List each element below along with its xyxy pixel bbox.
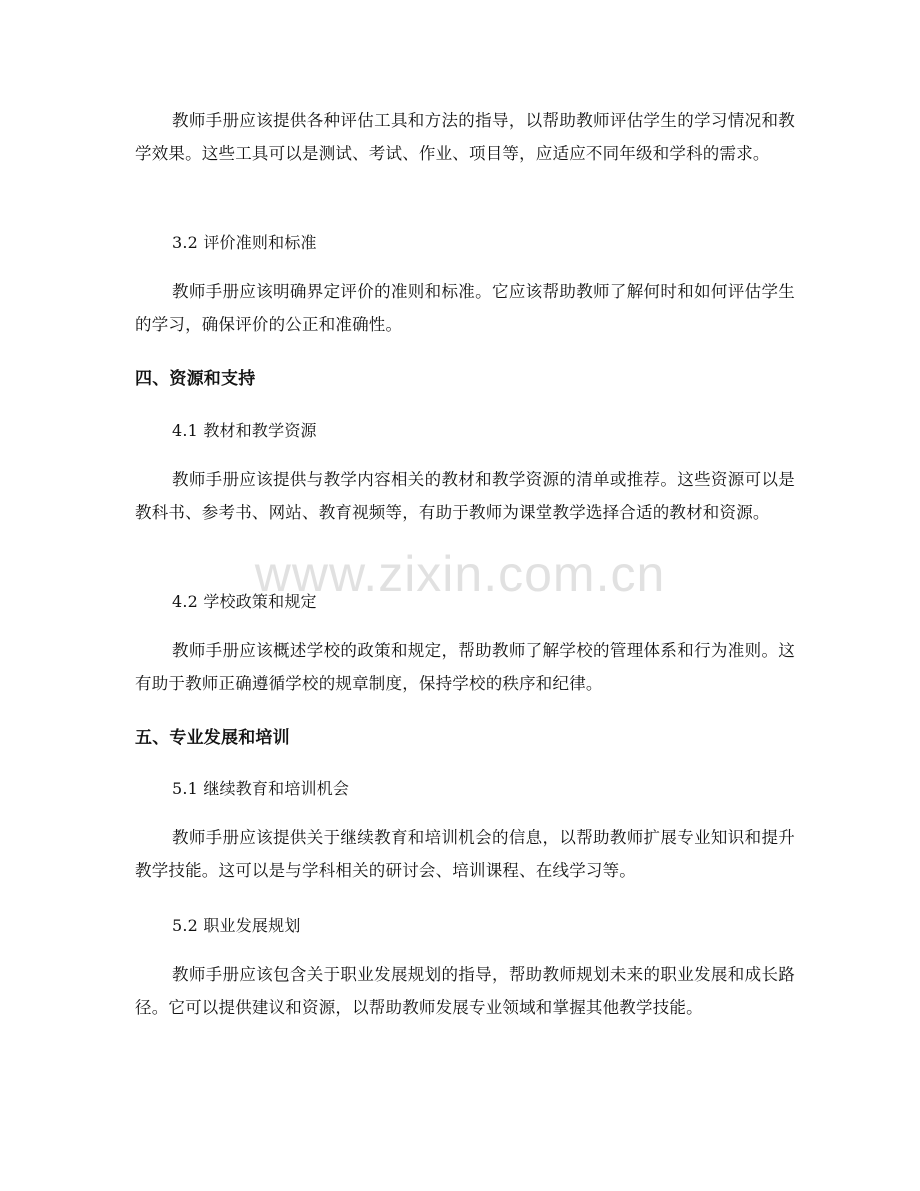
heading-section-5: 五、专业发展和培训 — [135, 728, 290, 748]
subheading-4-2: 4.2 学校政策和规定 — [172, 592, 317, 611]
paragraph-career-planning: 教师手册应该包含关于职业发展规划的指导，帮助教师规划未来的职业发展和成长路径。它可以提供建议和资源，以帮助教师发展专业领域和掌握其他教学技能。 — [135, 965, 795, 1017]
heading-section-4: 四、资源和支持 — [135, 369, 256, 389]
paragraph-continuing-education: 教师手册应该提供关于继续教育和培训机会的信息，以帮助教师扩展专业知识和提升教学技能。这可以是与学科相关的研讨会、培训课程、在线学习等。 — [135, 828, 795, 880]
subheading-5-2: 5.2 职业发展规划 — [172, 916, 301, 935]
subheading-3-2: 3.2 评价准则和标准 — [172, 233, 317, 252]
watermark-text: www.zixin.com.cn — [254, 546, 666, 602]
paragraph-school-policies: 教师手册应该概述学校的政策和规定，帮助教师了解学校的管理体系和行为准则。这有助于教师正确遵循学校的规章制度，保持学校的秩序和纪律。 — [135, 641, 795, 693]
paragraph-evaluation-criteria: 教师手册应该明确界定评价的准则和标准。它应该帮助教师了解何时和如何评估学生的学习，确保评价的公正和准确性。 — [135, 282, 795, 334]
subheading-5-1: 5.1 继续教育和培训机会 — [172, 779, 350, 798]
subheading-4-1: 4.1 教材和教学资源 — [172, 421, 317, 440]
paragraph-teaching-resources: 教师手册应该提供与教学内容相关的教材和教学资源的清单或推荐。这些资源可以是教科书、参考书、网站、教育视频等，有助于教师为课堂教学选择合适的教材和资源。 — [135, 470, 795, 522]
paragraph-assessment-tools: 教师手册应该提供各种评估工具和方法的指导，以帮助教师评估学生的学习情况和教学效果。这些工具可以是测试、考试、作业、项目等，应适应不同年级和学科的需求。 — [135, 111, 795, 163]
